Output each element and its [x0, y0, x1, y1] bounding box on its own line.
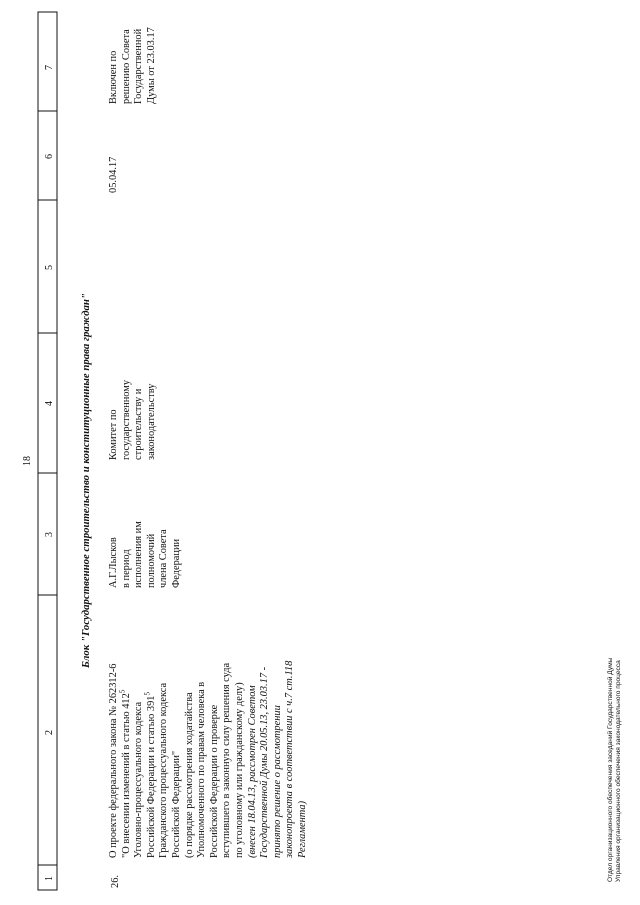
bill-status-line: Регламента) [296, 800, 308, 858]
bill-status-line: принято решение о рассмотрении [271, 705, 283, 858]
column-number-7: 7 [44, 65, 55, 70]
note [108, 27, 158, 104]
bill-title-line: "О внесении изменений в статью $412^5$ [118, 689, 132, 858]
committee-line: законодательству [145, 383, 157, 460]
author-line: члена Совета [158, 529, 170, 588]
bill-title-line: (о порядке рассмотрения ходатайства [183, 692, 195, 858]
column-number-3: 3 [44, 532, 55, 537]
committee-line: государственному [120, 379, 132, 460]
author-line: в период [120, 549, 132, 588]
bill-title-line: Гражданского процессуального кодекса [158, 682, 170, 858]
superscript: 5 [118, 689, 127, 694]
bill-title-line: по уголовному или гражданскому делу) [233, 682, 245, 858]
bill-status-line: (внесен 18.04.13, рассмотрен Советом [246, 685, 258, 858]
column-number-2: 2 [44, 730, 55, 735]
page-footer [607, 658, 623, 882]
bill-status-line: Государственной Думы 20.05.13, 23.03.17 - [259, 666, 271, 858]
note-line: Включен по [108, 50, 119, 104]
bill-title-line: О проекте федерального закона № 262312-6 [108, 663, 119, 858]
responsible-committee [108, 380, 158, 460]
author-line: Федерации [170, 538, 182, 588]
bill-title-line: вступившего в законную силу решения суда [221, 662, 233, 858]
column-number-6: 6 [44, 154, 55, 159]
bill-title-line: Российской Федерации о проверке [208, 704, 220, 858]
row-number: 26. [110, 875, 121, 888]
date-value: 05.04.17 [108, 156, 119, 193]
superscript: 5 [143, 692, 152, 696]
footer-line: Отдел организационного обеспечения заседаний Государственной Думы [607, 657, 614, 882]
column-number-5: 5 [44, 265, 55, 270]
bill-title [108, 661, 310, 858]
note-line: Государственной [133, 28, 145, 104]
column-number-4: 4 [44, 401, 55, 406]
committee-line: Комитет по [108, 409, 119, 460]
bill-title-line: Уполномоченного по правам человека в [196, 681, 208, 858]
column-number-1: 1 [44, 876, 55, 881]
bill-title-line: Российской Федерации и статью $391^5$ [143, 692, 157, 858]
block-title: Блок "Государственное строительство и конституционные права граждан" [80, 293, 92, 668]
bill-title-line: Российской Федерации" [170, 750, 182, 858]
note-line: Думы от 23.03.17 [145, 27, 157, 104]
author-line: А.Г.Лысков [108, 537, 119, 588]
bill-status-line: законопроекта в соответствии с ч.7 ст.118 [284, 660, 296, 858]
bill-author [108, 521, 184, 588]
author-line: исполнения им [133, 521, 145, 588]
committee-line: строительству и [133, 388, 145, 460]
author-line: полномочий [145, 533, 157, 588]
footer-line: Управления организационного обеспечения законодательного процесса [615, 660, 622, 882]
page-number: 18 [22, 456, 33, 466]
header-row-border [38, 12, 57, 890]
bill-title-line: Уголовно-процессуального кодекса [133, 701, 145, 858]
note-line: решению Совета [120, 29, 132, 104]
